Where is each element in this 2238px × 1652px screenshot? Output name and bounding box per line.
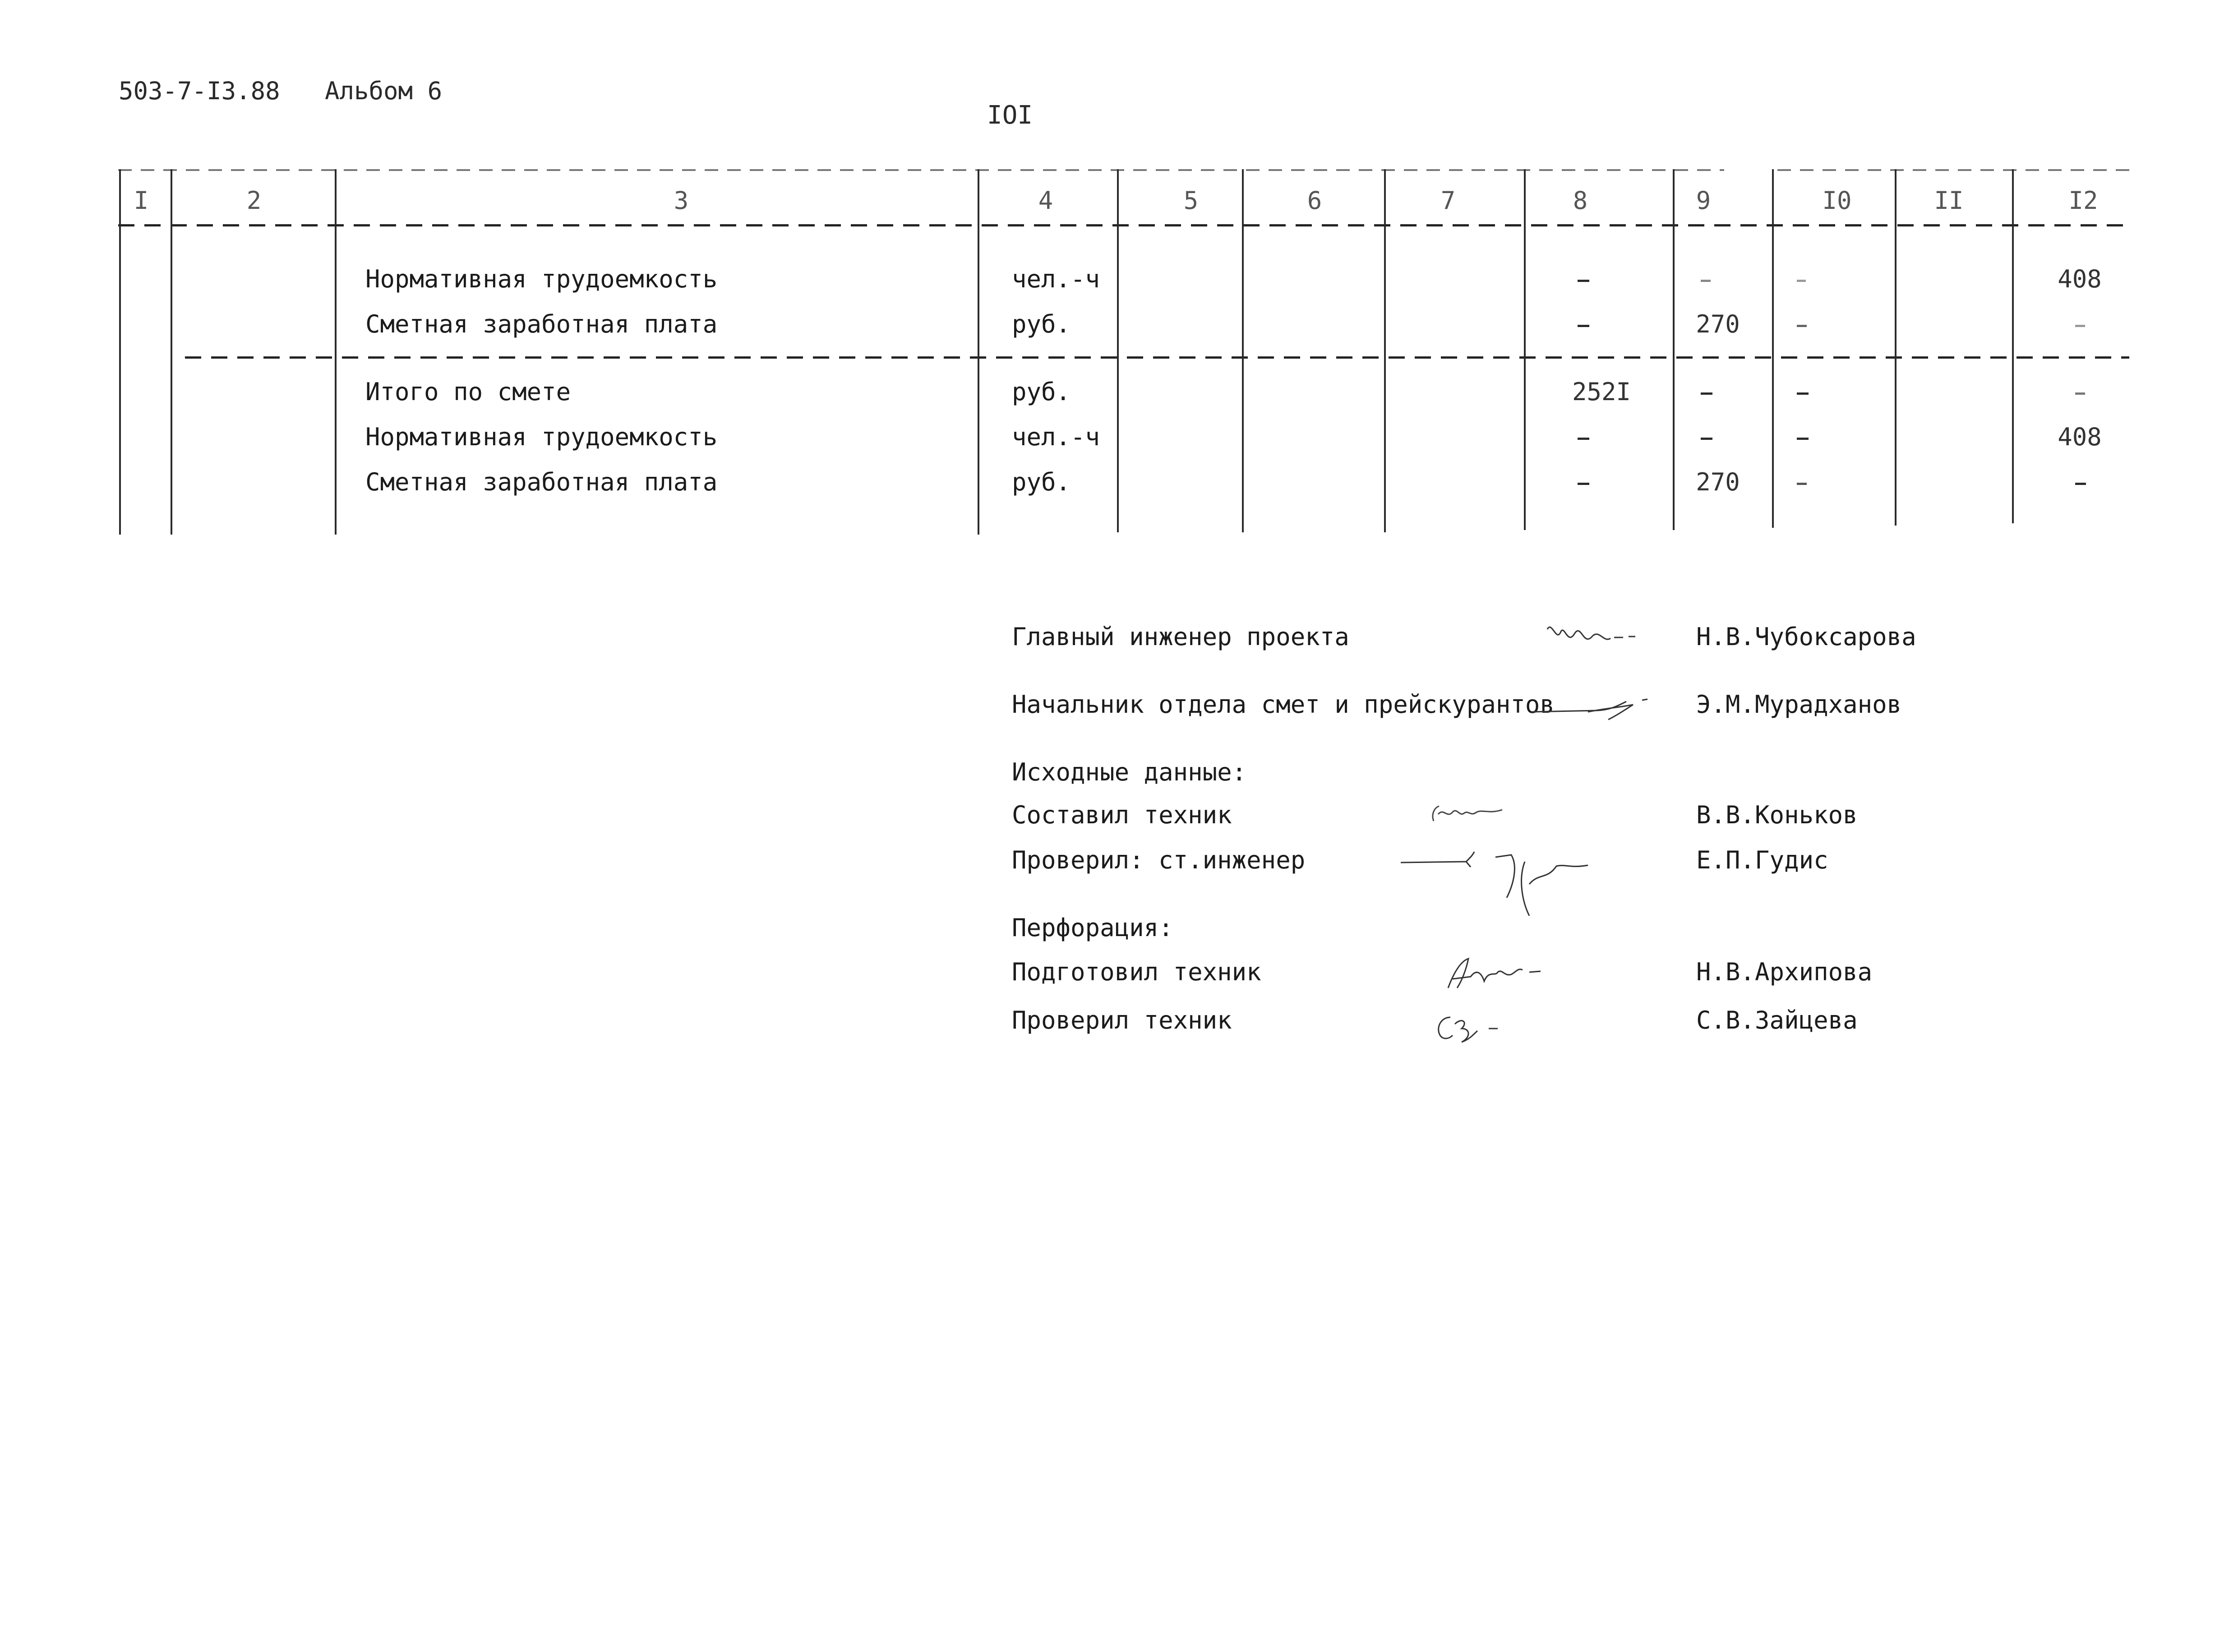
- row-unit: чел.-ч: [1012, 265, 1100, 293]
- row-unit: чел.-ч: [1012, 423, 1100, 451]
- row-unit: руб.: [1012, 468, 1071, 496]
- prepared-label: Подготовил техник: [1012, 958, 1261, 986]
- cell-value: 408: [2058, 265, 2102, 293]
- compiled-signature: [1426, 796, 1529, 832]
- empty-dash: [1797, 483, 1807, 485]
- empty-dash: [1701, 392, 1712, 395]
- empty-dash: [1797, 392, 1809, 395]
- cell-value: 270: [1696, 468, 1740, 496]
- table-col-border: [1895, 169, 1897, 526]
- chief-engineer-signature: [1543, 616, 1660, 661]
- column-number: 2: [246, 186, 262, 215]
- column-number: I0: [1822, 186, 1852, 215]
- empty-dash: [2075, 325, 2085, 327]
- table-header-divider: [118, 224, 2130, 226]
- row-label: Сметная заработная плата: [365, 310, 718, 338]
- head-dept-label: Начальник отдела смет и прейскурантов: [1012, 690, 1555, 719]
- empty-dash: [1797, 325, 1807, 327]
- empty-dash: [1578, 438, 1589, 440]
- table-col-border: [1242, 169, 1244, 532]
- checked-technician-label: Проверил техник: [1012, 1006, 1232, 1034]
- checked-engineer-label: Проверил: ст.инженер: [1012, 846, 1306, 874]
- cell-value: 270: [1696, 310, 1740, 338]
- table-col-border: [1117, 169, 1119, 532]
- cell-value: 252I: [1572, 378, 1631, 406]
- row-label: Итого по смете: [365, 378, 571, 406]
- table-col-border: [2012, 169, 2014, 523]
- row-label: Нормативная трудоемкость: [365, 423, 718, 451]
- column-number: 5: [1183, 186, 1199, 215]
- page-number: IOI: [987, 101, 1033, 130]
- table-top-border: [118, 169, 1724, 171]
- chief-engineer-name: Н.В.Чубоксарова: [1696, 623, 1916, 651]
- prepared-signature: [1444, 950, 1561, 995]
- checked-engineer-name: Е.П.Гудис: [1696, 846, 1828, 874]
- column-number: 7: [1440, 186, 1456, 215]
- column-number: II: [1934, 186, 1964, 215]
- column-number: I: [134, 186, 149, 215]
- column-number: I2: [2068, 186, 2098, 215]
- table-col-border: [1384, 169, 1386, 532]
- row-label: Нормативная трудоемкость: [365, 265, 718, 293]
- empty-dash: [1701, 438, 1712, 440]
- head-dept-signature: [1529, 686, 1678, 722]
- table-section-divider: [185, 356, 2129, 359]
- empty-dash: [1578, 280, 1589, 282]
- album-label: Альбом 6: [325, 77, 443, 105]
- empty-dash: [1578, 483, 1589, 485]
- compiled-label: Составил техник: [1012, 801, 1232, 829]
- table-col-border: [978, 169, 979, 535]
- column-number: 6: [1307, 186, 1322, 215]
- row-label: Сметная заработная плата: [365, 468, 718, 496]
- column-number: 9: [1696, 186, 1711, 215]
- table-top-border-right: [1777, 169, 2134, 171]
- cell-value: 408: [2058, 423, 2102, 451]
- prepared-name: Н.В.Архипова: [1696, 958, 1873, 986]
- table-col-border: [335, 169, 337, 535]
- column-number: 8: [1573, 186, 1588, 215]
- empty-dash: [1797, 438, 1809, 440]
- table-col-border: [1524, 169, 1526, 530]
- table-col-border: [171, 169, 172, 535]
- empty-dash: [1701, 280, 1711, 282]
- document-code: 503-7-I3.88: [119, 77, 280, 105]
- head-dept-name: Э.М.Мурадханов: [1696, 690, 1902, 719]
- checked-technician-signature: [1435, 1008, 1525, 1049]
- source-data-label: Исходные данные:: [1012, 758, 1247, 786]
- table-col-border: [119, 169, 121, 535]
- empty-dash: [2075, 392, 2085, 395]
- compiled-name: В.В.Коньков: [1696, 801, 1858, 829]
- empty-dash: [1797, 280, 1806, 282]
- perforation-label: Перфорация:: [1012, 914, 1173, 942]
- chief-engineer-label: Главный инженер проекта: [1012, 623, 1349, 651]
- row-unit: руб.: [1012, 310, 1071, 338]
- column-number: 3: [674, 186, 689, 215]
- row-unit: руб.: [1012, 378, 1071, 406]
- checked-technician-name: С.В.Зайцева: [1696, 1006, 1858, 1034]
- empty-dash: [1578, 325, 1589, 327]
- column-number: 4: [1038, 186, 1053, 215]
- checked-engineer-signature: [1398, 839, 1624, 925]
- table-col-border: [1772, 169, 1774, 528]
- empty-dash: [2075, 483, 2086, 485]
